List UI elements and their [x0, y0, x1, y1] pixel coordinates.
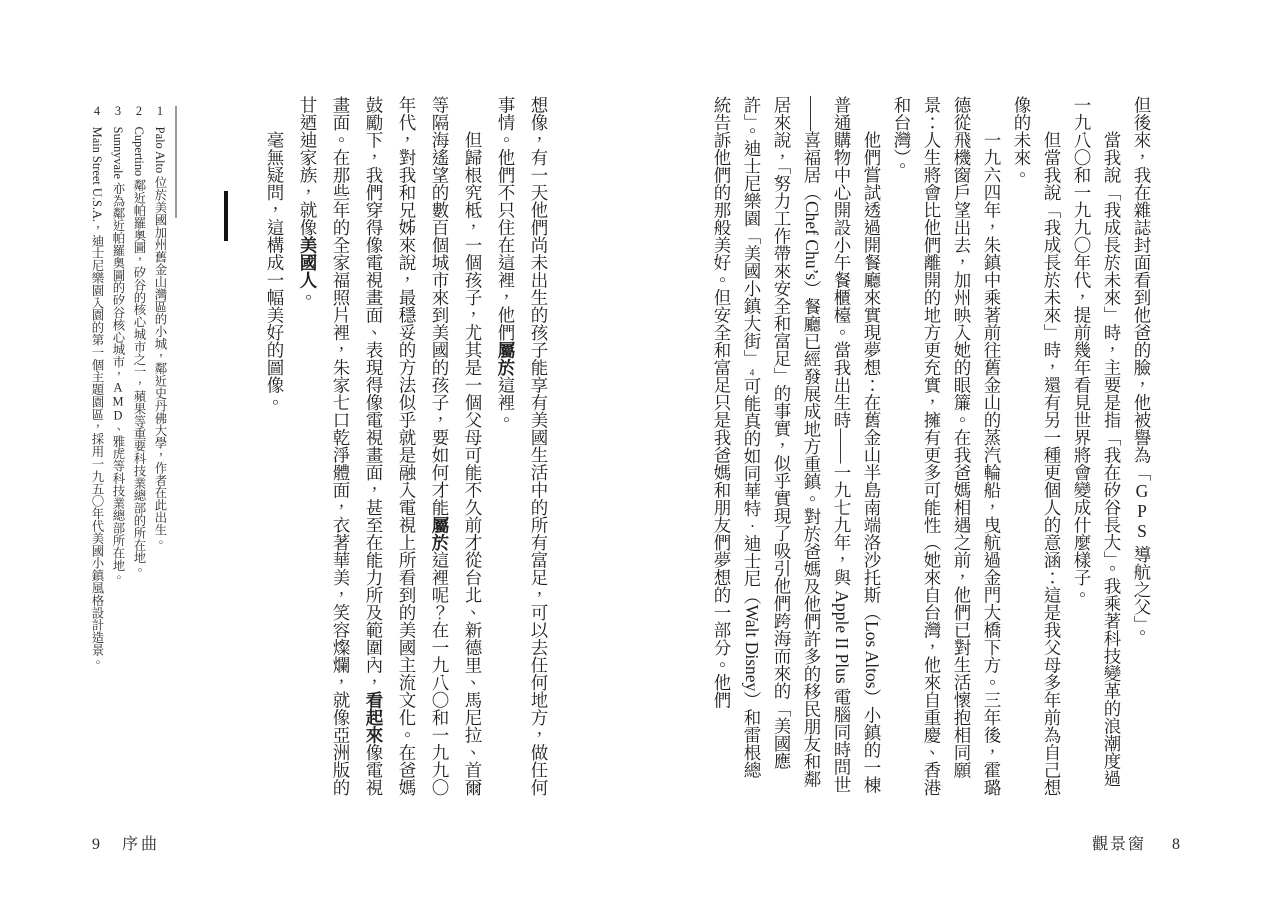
footnote: [107, 104, 128, 749]
text-run: 可能真的如同華特．迪士尼（Walt Disney）和雷根總統告訴他們的那般美好。但安全和富足只是我爸媽和朋友們夢想的一部分。他們: [712, 96, 762, 779]
text-run: 他們嘗試透過開餐廳來實現夢想：在舊金山半島南端洛沙托斯（Los Altos）小鎮的一棟普通購物中心開設小午餐櫃檯。當我出生時——一九七九年，與 Apple II Plus 電腦同時問世——喜福居（Chef Chu’s）餐廳已經發展成地方重鎮。對於爸媽及他們許多的移民朋友和鄰居來說，「努力工作帶來安全和富足」的事實，似乎實現了吸引他們跨海而來的「美國應許」。迪士尼樂園「美國小鎮大街」: [742, 96, 882, 794]
paragraph: [707, 96, 887, 796]
text-run: Palo Alto 位於美國加州舊金山灣區的小城，鄰近史丹佛大學，作者在此出生。: [153, 126, 167, 549]
footnote-number: 2: [132, 104, 146, 118]
page-number: 8: [1172, 836, 1181, 853]
text-run: 當我說「我成長於未來」時，主要是指「我在矽谷長大」。我乘著科技變革的浪潮度過一九八〇和一九九〇年代，提前幾年看見世界將會變成什麼樣子。: [1072, 96, 1122, 788]
text-run: 像電視畫面。在那些年的全家福照片裡，朱家七口乾淨體面，衣著華美，笑容燦爛，就像亞洲版的甘迺迪家族，就像: [298, 96, 384, 796]
footnote: [149, 104, 170, 749]
text-run: Cupertino 鄰近帕羅奧圖，矽谷的核心城市之一，蘋果等重要科技業總部的所在地。: [132, 126, 146, 577]
text-run: 這裡呢？在一九八〇和一九九〇年代，對我和兄姊來說，最穩妥的方法似乎就是融入電視上所看到的美國主流文化。在爸媽鼓勵下，我們穿得像電視畫面、表現得像電視畫面，甚至在能力所及範圍內，: [364, 96, 450, 796]
footnote-number: 1: [153, 104, 167, 118]
footnote-number: 3: [111, 104, 125, 118]
paragraph: [258, 96, 291, 796]
footnote-text: [90, 127, 104, 669]
left-page-text-block: [258, 96, 555, 796]
section-divider-bar: [224, 191, 228, 241]
text-run: 。: [298, 288, 318, 306]
text-run: 屬於: [430, 516, 450, 551]
paragraph: [291, 96, 489, 796]
page-number: 9: [92, 836, 100, 853]
footnote-separator-rule: [175, 106, 177, 218]
text-run: Main Street U.S.A.，迪士尼樂園入園的第一個主題園區，採用一九五〇年代美國小鎮風格設計造景。: [90, 126, 104, 669]
footnote-text: [132, 127, 146, 576]
paragraph: [1127, 96, 1157, 796]
text-run: 、雅虎等科技業總部所在地。: [111, 422, 125, 584]
footnote-number: 4: [90, 104, 104, 118]
text-run: 美國人: [298, 236, 318, 289]
paragraph: [1007, 96, 1067, 796]
chapter-title: 序曲: [122, 836, 161, 853]
text-run: 導航之父」。: [1132, 541, 1152, 642]
text-run: 這裡。: [496, 376, 516, 429]
text-run: 屬於: [496, 341, 516, 376]
text-run: 但當我說「我成長於未來」時，還有另一種更個人的意涵：這是我父母多年前為自己想像的未來。: [1012, 96, 1062, 796]
right-page-text-block: [707, 96, 1157, 796]
text-run: 但後來，我在雜誌封面看到他爸的臉，他被譽為「: [1132, 96, 1152, 481]
book-title: 觀景窗: [1092, 836, 1147, 853]
text-run: 但歸根究柢，一個孩子，尤其是一個父母可能不久前才從台北、新德里、馬尼拉、首爾等隔海遙望的數百個城市來到美國的孩子，要如何才能: [430, 96, 483, 796]
paragraph: [489, 96, 555, 796]
text-run: AMD: [111, 380, 125, 423]
footnote: [128, 104, 149, 749]
text-run: 一九六四年，朱鎮中乘著前往舊金山的蒸汽輪船，曳航過金門大橋下方。三年後，霍璐德從飛機窗戶望出去，加州映入她的眼簾。在我爸媽相遇之前，他們已對生活懷抱相同願景：人生將會比他們離開的地方更充實，擁有更多可能性（她來自台灣，他來自重慶、香港和台灣）。: [892, 96, 1002, 796]
text-run: 想像，有一天他們尚未出生的孩子能享有美國生活中的所有富足，可以去任何地方，做任何事情。他們不只住在這裡，他們: [496, 96, 549, 796]
paragraph: [887, 96, 1007, 796]
footnotes-block: [86, 104, 170, 749]
paragraph: [1067, 96, 1127, 796]
footnote-text: [111, 127, 125, 584]
text-run: Sunnyvale 亦為鄰近帕羅奧圖的矽谷核心城市，: [111, 126, 125, 381]
text-run: 毫無疑問，這構成一幅美好的圖像。: [265, 131, 285, 411]
text-run: 看起來: [364, 691, 384, 744]
text-run: 4: [747, 367, 757, 378]
left-page-footer: [92, 831, 160, 854]
footnote: [86, 104, 107, 749]
right-page-footer: [1092, 831, 1180, 854]
text-run: GPS: [1132, 481, 1152, 541]
footnote-text: [153, 127, 167, 549]
